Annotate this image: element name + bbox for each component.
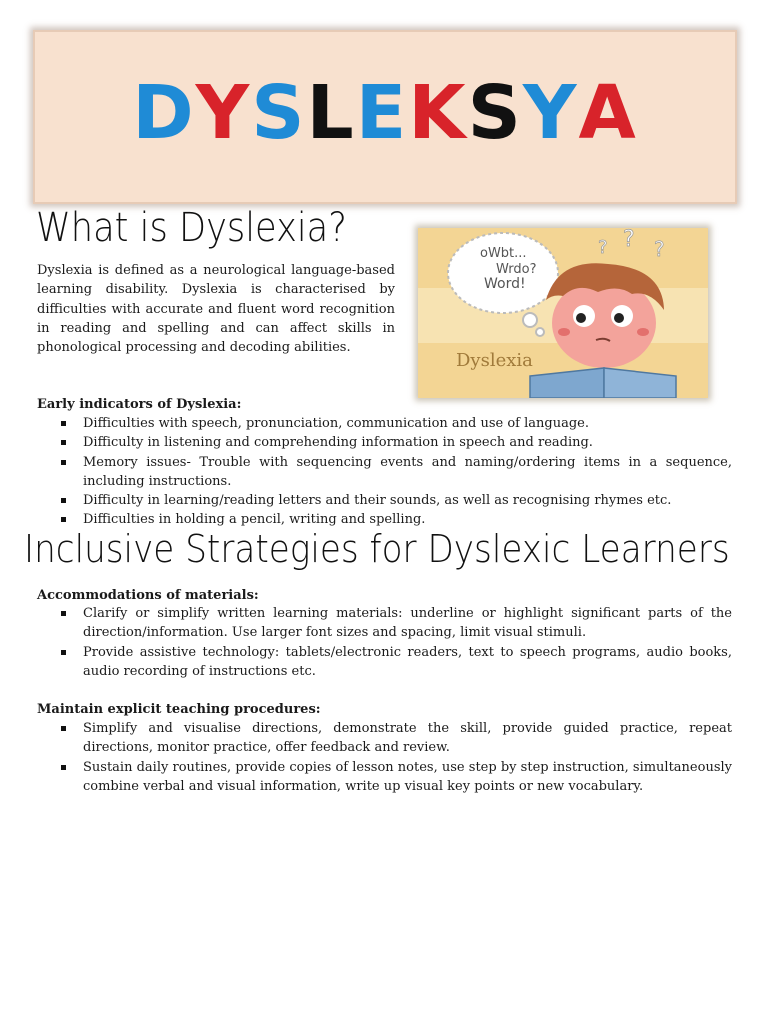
svg-text:?: ? (654, 237, 665, 261)
list-item-text: Difficulties in holding a pencil, writing and spelling. (83, 512, 426, 528)
list-item-text: Simplify and visualise directions, demonstrate the skill, provide guided practice, repeat directions, monitor practice, offer feedback and review. (83, 721, 732, 756)
list-item (36, 433, 732, 452)
list-item-text: Clarify or simplify written learning materials: underline or highlight significant parts of the direction/information. Use larger font sizes and spacing, limit visual stimuli. (83, 606, 732, 641)
bullet-icon (61, 611, 66, 616)
list-item (36, 758, 732, 797)
bullet-icon (61, 460, 66, 465)
illustration-label: Dyslexia (456, 350, 533, 371)
section-heading-what-is-dyslexia: What is Dyslexia? (36, 205, 347, 251)
boy-reading-illustration (418, 228, 708, 398)
list-item-text: Sustain daily routines, provide copies of lesson notes, use step by step instruction, simultaneously combine verbal and visual information, write up visual key points or new vocabulary. (83, 759, 732, 794)
bullet-icon (61, 498, 66, 503)
bubble-line-1: oWbt... (480, 246, 527, 261)
dyslexia-illustration (418, 228, 708, 398)
materials-list (36, 604, 732, 681)
banner-letter: K (408, 70, 468, 156)
list-item (36, 643, 732, 682)
list-item-text: Memory issues- Trouble with sequencing events and naming/ordering items in a sequence, including instructions. (83, 454, 732, 489)
list-item-text: Difficulty in listening and comprehending information in speech and reading. (83, 435, 593, 451)
title-banner (33, 30, 737, 204)
section-heading-inclusive-strategies: Inclusive Strategies for Dyslexic Learners (24, 527, 730, 571)
svg-text:?: ? (623, 228, 635, 252)
bullet-icon (61, 765, 66, 770)
list-item-text: Difficulty in learning/reading letters and their sounds, as well as recognising rhymes etc. (83, 493, 672, 509)
banner-letter: S (251, 70, 307, 156)
materials-title: Accommodations of materials: (37, 588, 259, 603)
list-item (36, 604, 732, 643)
banner-letter: L (306, 70, 356, 156)
banner-letter: E (355, 70, 409, 156)
banner-letter: A (578, 70, 638, 156)
list-item (36, 491, 732, 510)
teaching-list (36, 719, 732, 796)
bullet-icon (61, 650, 66, 655)
intro-paragraph: Dyslexia is defined as a neurological language-based learning disability. Dyslexia is characterised by difficulties with accurate and fluent word recognition in reading and spelling and can affect skills in phonological processing and decoding abilities. (37, 263, 395, 356)
list-item (36, 414, 732, 433)
banner-title (35, 68, 735, 158)
bullet-icon (61, 440, 66, 445)
banner-letter: D (132, 70, 196, 156)
bullet-icon (61, 726, 66, 731)
bubble-line-3: Word! (484, 276, 526, 292)
bullet-icon (61, 421, 66, 426)
list-item (36, 453, 732, 492)
bullet-icon (61, 517, 66, 522)
list-item-text: Provide assistive technology: tablets/electronic readers, text to speech programs, audio books, audio recording of instructions etc. (83, 644, 732, 679)
banner-letter: S (467, 70, 523, 156)
bubble-line-2: Wrdo? (496, 262, 537, 277)
list-item-text: Difficulties with speech, pronunciation, communication and use of language. (83, 416, 589, 431)
indicators-title: Early indicators of Dyslexia: (37, 397, 242, 412)
svg-text:?: ? (598, 237, 608, 258)
indicators-list (36, 414, 732, 530)
teaching-title: Maintain explicit teaching procedures: (37, 702, 321, 717)
banner-letter: Y (195, 70, 252, 156)
banner-letter: Y (522, 70, 579, 156)
list-item (36, 719, 732, 758)
